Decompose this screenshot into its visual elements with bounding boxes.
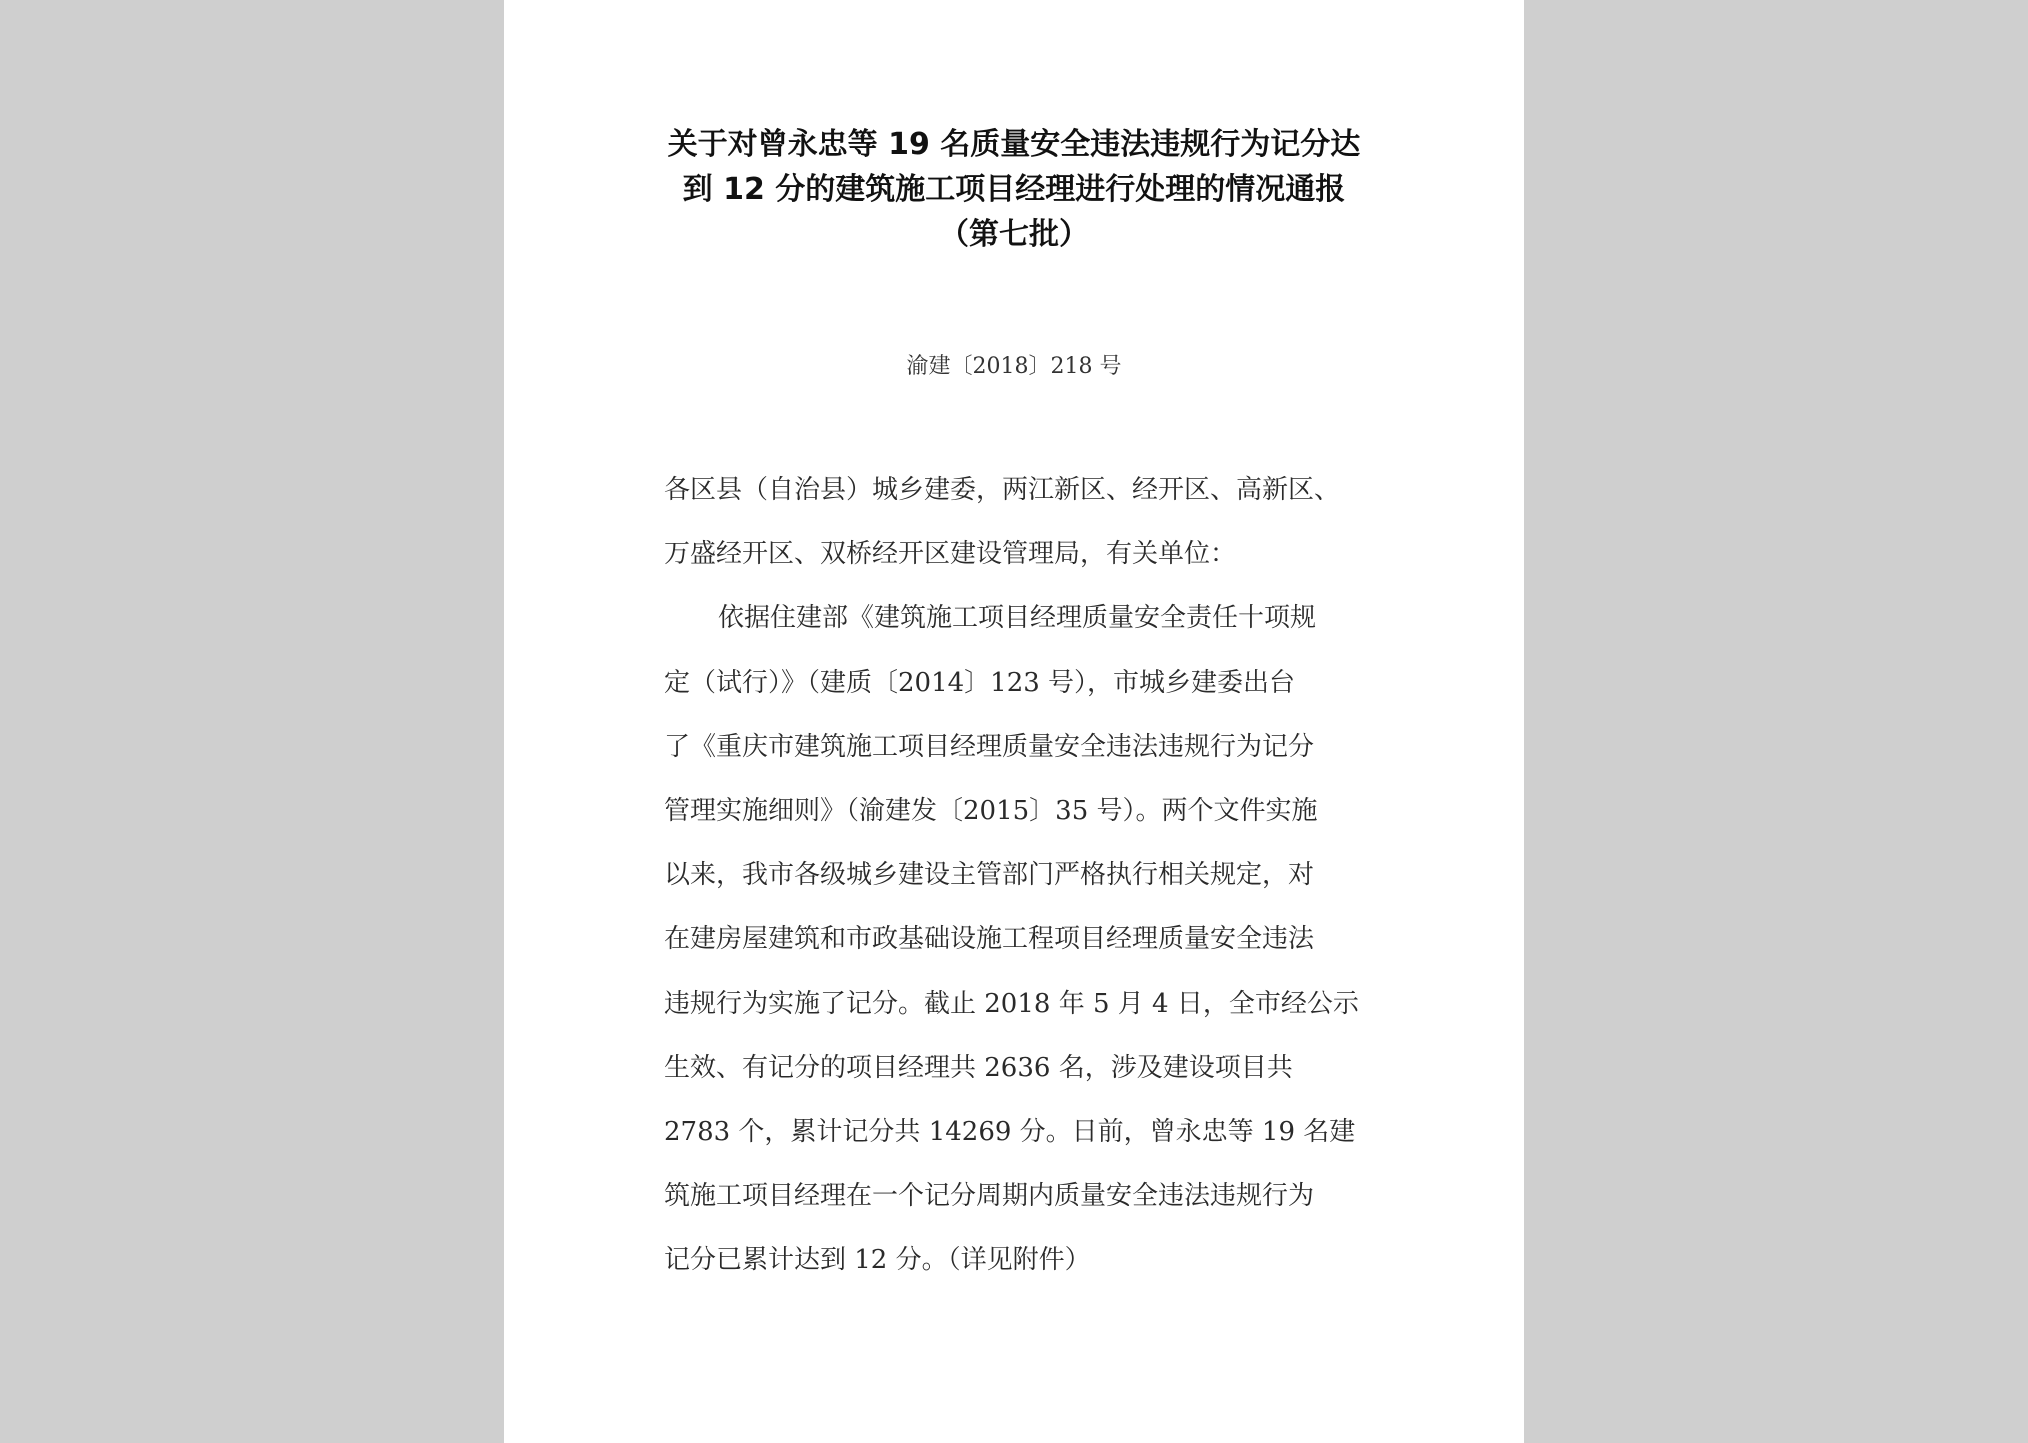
document-body (664, 458, 1384, 1293)
body-line: 生效、有记分的项目经理共 2636 名，涉及建设项目共 (664, 1052, 1293, 1083)
body-line: 依据住建部《建筑施工项目经理质量安全责任十项规 (718, 603, 1317, 634)
body-line: 筑施工项目经理在一个记分周期内质量安全违法违规行为 (664, 1181, 1315, 1212)
body-line: 记分已累计达到 12 分。（详见附件） (664, 1245, 1091, 1276)
body-line: 万盛经开区、双桥经开区建设管理局，有关单位： (664, 539, 1237, 570)
body-line: 了《重庆市建筑施工项目经理质量安全违法违规行为记分 (664, 731, 1315, 762)
title-line: 关于对曾永忠等 19 名质量安全违法违规行为记分达 (667, 127, 1361, 162)
document-page (504, 0, 1524, 1443)
body-line: 违规行为实施了记分。截止 2018 年 5 月 4 日，全市经公示 (664, 988, 1359, 1019)
body-line: 2783 个，累计记分共 14269 分。日前，曾永忠等 19 名建 (664, 1117, 1356, 1148)
document-number: 渝建〔2018〕218 号 (906, 354, 1122, 379)
body-line: 管理实施细则》（渝建发〔2015〕35 号）。两个文件实施 (664, 796, 1318, 827)
title-line: 到 12 分的建筑施工项目经理进行处理的情况通报 (682, 172, 1346, 207)
document-title (504, 122, 1524, 257)
title-line: （第七批） (939, 217, 1089, 252)
body-line: 在建房屋建筑和市政基础设施工程项目经理质量安全违法 (664, 924, 1315, 955)
body-line: 定（试行）》（建质〔2014〕123 号），市城乡建委出台 (664, 667, 1296, 698)
body-line: 以来，我市各级城乡建设主管部门严格执行相关规定，对 (664, 860, 1315, 891)
body-line: 各区县（自治县）城乡建委，两江新区、经开区、高新区、 (664, 475, 1341, 505)
